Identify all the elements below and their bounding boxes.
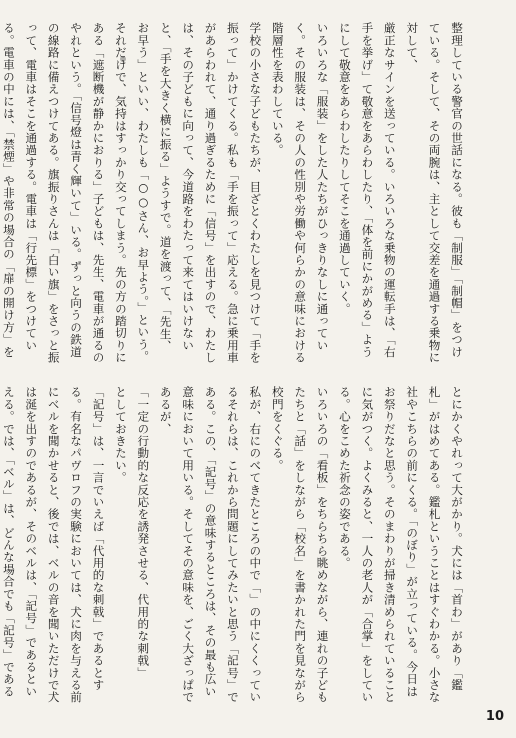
top-text-block: 整理している警官の世話になる。彼も「制服」「制帽」をつけている。そして、その両腕は、主として交差を通過する乗物に対して、 厳正なサインを送っている。いろいろな乗物の運転手は、「右手を挙げ」て敬意をあらわしたり、「体を前にかがめる」ようにして敬意をあらわしたりしてそこを通過していく。 いろいろな「服装」をした人たちがひっきりなしに通っていく。その服装は、その人の性別や労働や何らかの意味における階層性を表わしている。 学校の小さな子どもたちが、目ざとくわたしを見つけて「手を振って」かけてくる。私も「手を振って」応える。急に乗用車があらわれて、通り過ぎるために「信号」を出すので、わたしは、その子どもに向って、今道路をわたって来てはいけないと、「手を大きく横に振る」ようすで。道を渡って、「先生、お早う」といい、わたしも「○○さん、お早よう。」という。それだけで、気持はすっかり交ってしまう。先の方の踏切りにある「遮断機が静かにおりる」子どもは、先生、電車が通るのやれという。「信号燈は青く輝いて」いる。ずっと向うの鉄道の線路に備えつけてある。旗振りさんは「白い旗」をさっと振って、電車はそこを通過する。電車は「行先標」をつけている。電車の中には、「禁煙」や非常の場合の「扉の開け方」を — [1, 22, 464, 364]
bottom-text-block: とにかくやれって大がかり。犬には「首わ」があり「鑑札」がはめてある。鑑札ということはすぐわかる。小さな社やこちらの前にくる。「のぼり」が立っている。今日はお祭りだなと思う。そのまわりが掃き清められていることに気がつく。よくみると、一人の老人が「合掌」をしている。心をこめた祈念の姿である。 いろいろの「看板」をちらちら眺めながら、連れの子どもたちと「話」をしながら「校名」を書かれた門を見ながら校門をくぐる。 私が、右にのべてきたところの中で「」の中にくくっているそれらは、これから問題にしてみたいと思う「記号」である。この、「記号」の意味するところは、その最も広い意味において用いる。そしてその意味を、ごく大ざっぱであるが、 「一定の行動的な反応を誘発させる、代用的な刺戟」 としておきたい。 「記号」は、一言でいえば「代用的な刺戟」であるとする。有名なパヴロフの実験においては、犬に肉を与える前にベルを聞かせると、後では、ベルの音を聞いただけで犬は涎を出すのであるが、そのベルは、「記号」であるといえる。では、「ベル」は、どんな場合でも「記号」である — [1, 386, 464, 704]
page-number: 10 — [485, 709, 504, 724]
